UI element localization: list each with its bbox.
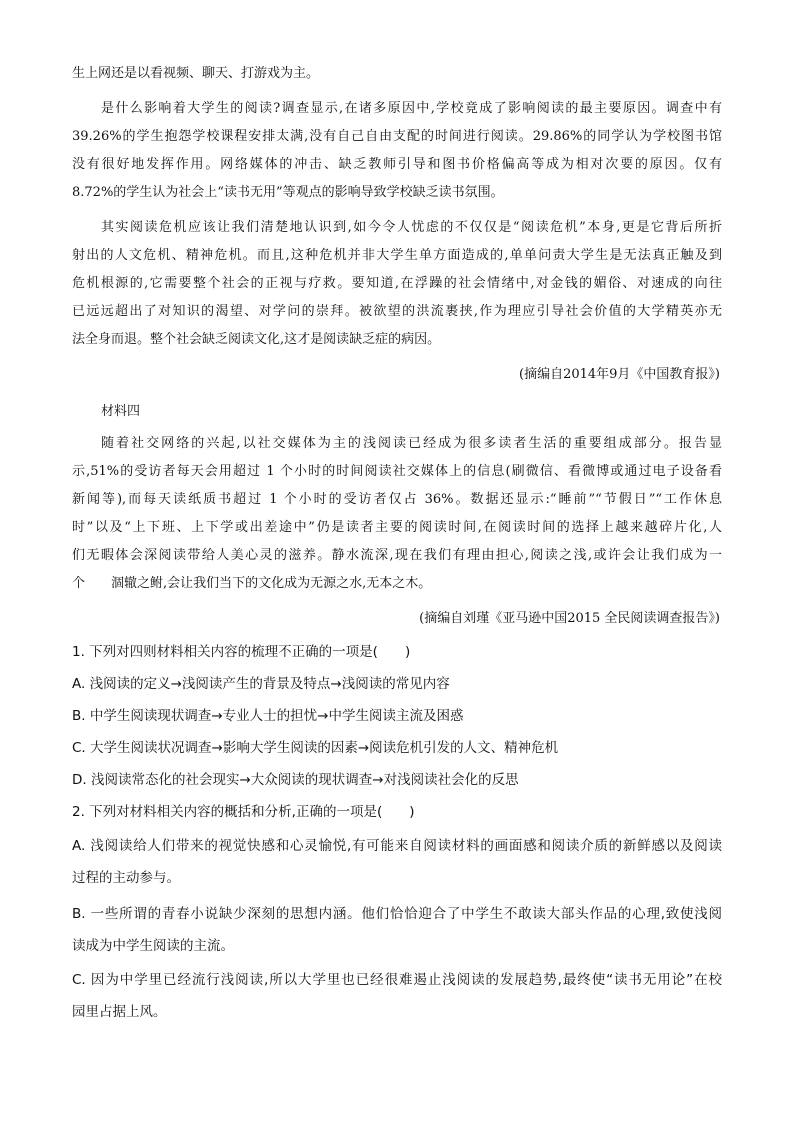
text-line: 法全身而退。整个社会缺乏阅读文化,这才是阅读缺乏症的病因。 <box>72 332 441 347</box>
question-2-option-c: C. 因为中学里已经流行浅阅读,所以大学里也已经很难遏止浅阅读的发展趋势,最终使“读书无用论”在校 <box>72 972 722 988</box>
question-1-option-d: D. 浅阅读常态化的社会现实→大众阅读的现状调查→对浅阅读社会化的反思 <box>72 772 519 788</box>
text-line: 们无暇体会深阅读带给人美心灵的滋养。静水流深,现在我们有理由担心,阅读之浅,或许会让我们成为一 <box>72 548 722 563</box>
question-1-option-a: A. 浅阅读的定义→浅阅读产生的背景及特点→浅阅读的常见内容 <box>72 676 450 692</box>
source-citation: (摘编自刘瑾《亚马逊中国2015 全民阅读调查报告》) <box>419 611 720 626</box>
text-line: 射出的人文危机、精神危机。而且,这种危机并非大学生单方面造成的,单单问责大学生是无法真正触及到 <box>72 248 722 263</box>
text-line: 随着社交网络的兴起,以社交媒体为主的浅阅读已经成为很多读者生活的重要组成部分。报告显 <box>101 436 722 451</box>
question-1-stem: 1. 下列对四则材料相关内容的梳理不正确的一项是( ) <box>72 644 411 660</box>
question-2-option-b: B. 一些所谓的青春小说缺少深刻的思想内涵。他们恰恰迎合了中学生不敢读大部头作品的心理,致使浅阅 <box>72 906 722 922</box>
text-line: 其实阅读危机应该让我们清楚地认识到,如今令人忧虑的不仅仅是“阅读危机”本身,更是它背后所折 <box>101 220 722 235</box>
text-line: 没有很好地发挥作用。网络媒体的冲击、缺乏教师引导和图书价格偏高等成为相对次要的原因。仅有 <box>72 157 722 172</box>
text-line: 8.72%的学生认为社会上“读书无用”等观点的影响导致学校缺乏读书氛围。 <box>72 185 504 200</box>
question-2-stem: 2. 下列对材料相关内容的概括和分析,正确的一项是( ) <box>72 804 415 820</box>
text-line: 39.26%的学生抱怨学校课程安排太满,没有自己自由支配的时间进行阅读。29.86%的同学认为学校图书馆 <box>72 129 722 144</box>
text-line: 新闻等),而每天读纸质书超过 1 个小时的受访者仅占 36%。数据还显示:“睡前”“节假日”“工作休息 <box>72 492 722 507</box>
text-line: 是什么影响着大学生的阅读?调查显示,在诸多原因中,学校竟成了影响阅读的最主要原因。调查中有 <box>101 101 722 116</box>
text-line: 时”以及“上下班、上下学或出差途中”仍是读者主要的阅读时间,在阅读时间的选择上越来越碎片化,人 <box>72 520 722 535</box>
text-line: 示,51%的受访者每天会用超过 1 个小时的时间阅读社交媒体上的信息(刷微信、看微博或通过电子设备看 <box>72 464 722 479</box>
question-2-option-a-cont: 过程的主动参与。 <box>72 870 180 886</box>
section-heading: 材料四 <box>101 404 141 419</box>
text-line: 生上网还是以看视频、聊天、打游戏为主。 <box>72 66 320 81</box>
question-2-option-b-cont: 读成为中学生阅读的主流。 <box>72 938 234 954</box>
text-line: 个 涸辙之鲋,会让我们当下的文化成为无源之水,无本之木。 <box>72 576 432 591</box>
text-line: 已远远超出了对知识的渴望、对学问的崇拜。被欲望的洪流裹挟,作为理应引导社会价值的大学精英亦无 <box>72 304 722 319</box>
source-citation: (摘编自2014年9月《中国教育报》) <box>519 367 720 382</box>
question-1-option-b: B. 中学生阅读现状调查→专业人士的担忧→中学生阅读主流及困惑 <box>72 708 464 724</box>
question-2-option-a: A. 浅阅读给人们带来的视觉快感和心灵愉悦,有可能来自阅读材料的画面感和阅读介质的新鲜感以及阅读 <box>72 838 722 854</box>
question-2-option-c-cont: 园里占据上风。 <box>72 1004 167 1020</box>
question-1-option-c: C. 大学生阅读状况调查→影响大学生阅读的因素→阅读危机引发的人文、精神危机 <box>72 740 559 756</box>
text-line: 危机根源的,它需要整个社会的正视与疗救。要知道,在浮躁的社会情绪中,对金钱的媚俗、对速成的向往 <box>72 276 722 291</box>
